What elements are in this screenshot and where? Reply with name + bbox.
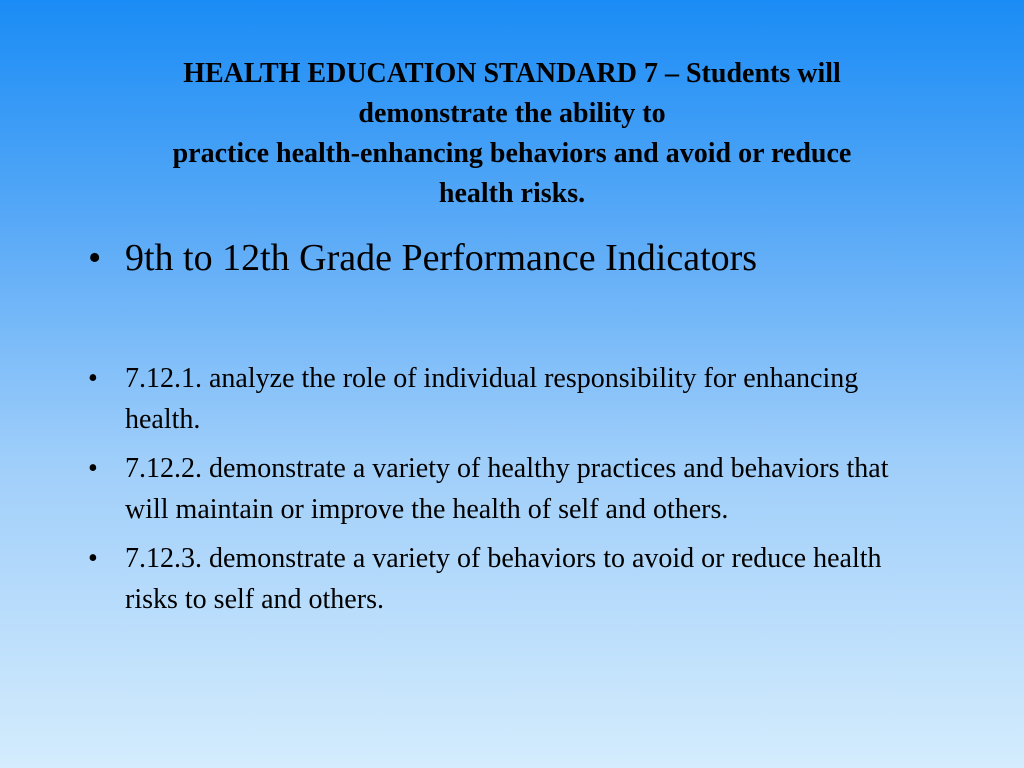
grade-heading [88,234,968,282]
title-line-3: practice health-enhancing behaviors and avoid or reduce [172,138,852,169]
title-line-2: demonstrate the ability to [358,98,666,129]
list-item [88,448,968,530]
list-item [88,538,968,620]
list-item [88,358,968,440]
bullet-icon: • [88,237,102,279]
title-line-1: HEALTH EDUCATION STANDARD 7 – Students will [183,58,841,89]
title-line-4: health risks. [438,178,586,209]
indicator-text: 7.12.3. demonstrate a variety of behaviors to avoid or reduce health risks to self and others. [125,543,882,615]
bullet-icon: • [88,363,98,394]
indicator-list [88,358,968,628]
slide-title [80,54,944,214]
indicator-text: 7.12.1. analyze the role of individual responsibility for enhancing health. [125,363,859,435]
bullet-icon: • [88,453,98,484]
bullet-icon: • [88,543,98,574]
indicator-text: 7.12.2. demonstrate a variety of healthy practices and behaviors that will maintain or improve the health of self and others. [125,453,889,525]
grade-heading-text: 9th to 12th Grade Performance Indicators [125,237,758,279]
